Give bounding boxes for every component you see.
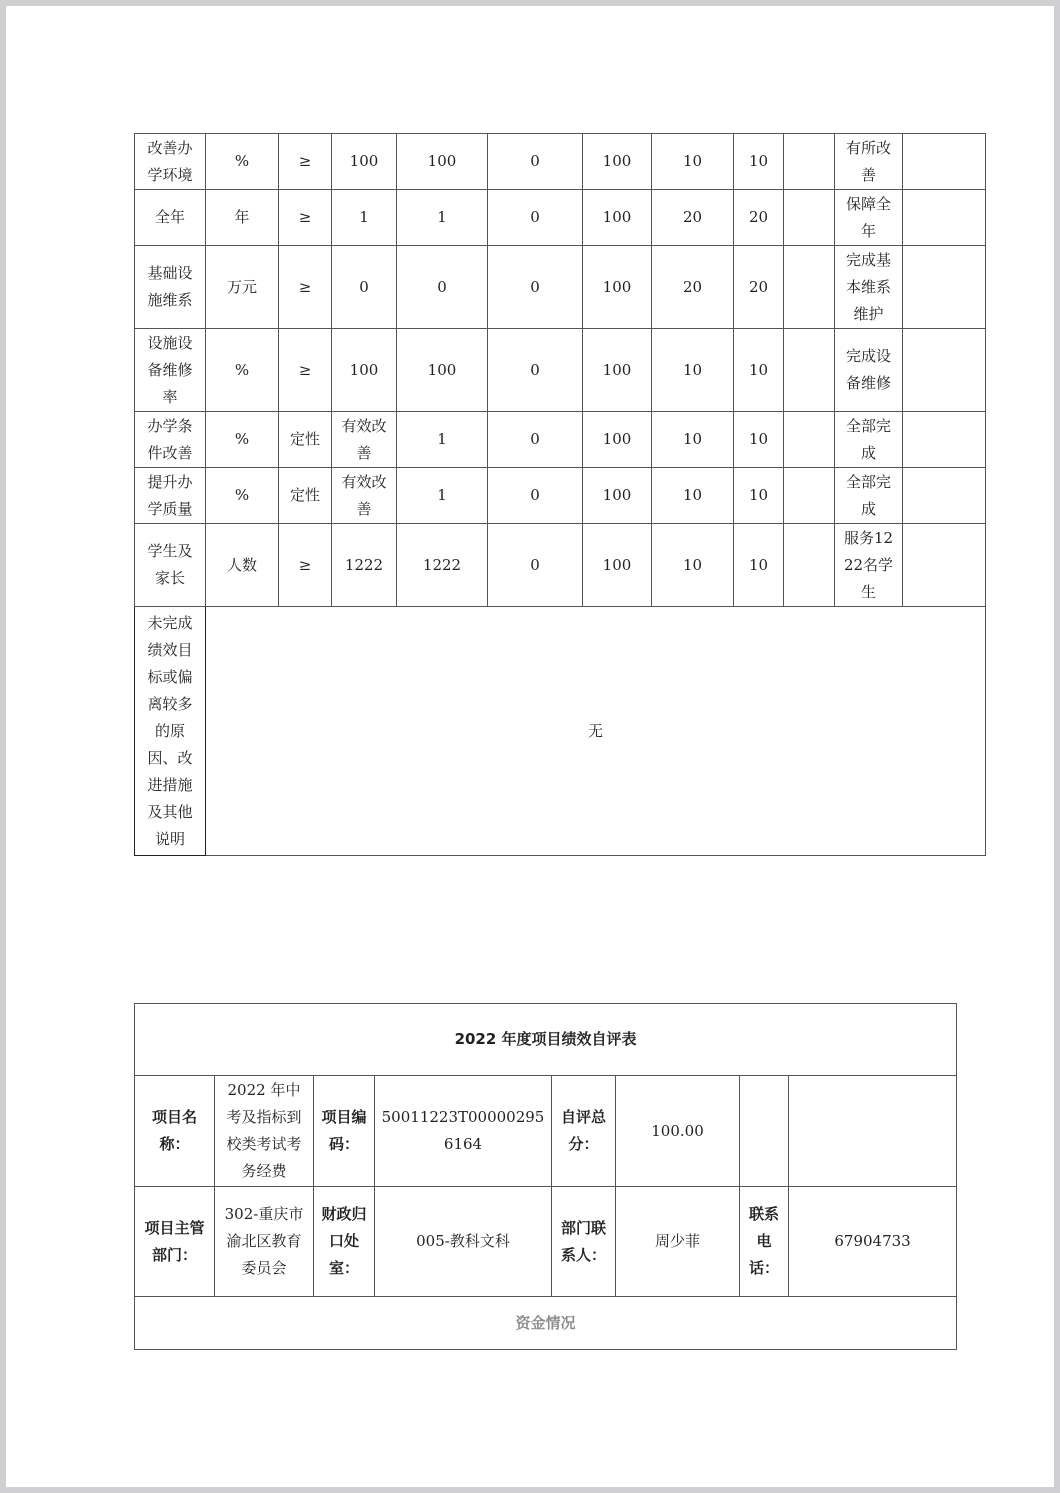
col-10: [784, 134, 835, 190]
explanation-label: 未完成绩效目标或偏离较多的原因、改进措施及其他说明: [135, 607, 206, 856]
weight: 10: [652, 134, 734, 190]
unit: 年: [206, 190, 279, 246]
col-6: 0: [488, 412, 583, 468]
actual-value: 100: [397, 134, 488, 190]
col-7: 100: [583, 468, 652, 524]
target-value: 100: [332, 134, 397, 190]
target-value: 有效改善: [332, 412, 397, 468]
dept-value: 302-重庆市渝北区教育委员会: [215, 1187, 314, 1297]
score: 10: [734, 329, 784, 412]
weight: 10: [652, 468, 734, 524]
unit: 人数: [206, 524, 279, 607]
form-title: 2022 年度项目绩效自评表: [135, 1004, 957, 1076]
project-name-value: 2022 年中考及指标到校类考试考务经费: [215, 1076, 314, 1187]
col-10: [784, 524, 835, 607]
target-value: 100: [332, 329, 397, 412]
col-6: 0: [488, 190, 583, 246]
indicator-name: 基础设施维系: [135, 246, 206, 329]
comparison-operator: ≥: [279, 329, 332, 412]
phone-value: 67904733: [789, 1187, 957, 1297]
score: 20: [734, 190, 784, 246]
col-7: 100: [583, 246, 652, 329]
indicator-table: [134, 133, 986, 856]
contact-label: 部门联系人：: [552, 1187, 616, 1297]
score: 10: [734, 412, 784, 468]
col-7: 100: [583, 134, 652, 190]
col-7: 100: [583, 412, 652, 468]
weight: 10: [652, 412, 734, 468]
col-6: 0: [488, 134, 583, 190]
indicator-row: [135, 190, 986, 246]
comparison-operator: ≥: [279, 524, 332, 607]
indicator-row: [135, 246, 986, 329]
weight: 10: [652, 524, 734, 607]
comparison-operator: 定性: [279, 412, 332, 468]
col-6: 0: [488, 468, 583, 524]
weight: 20: [652, 246, 734, 329]
phone-label: 联系电话：: [740, 1187, 789, 1297]
indicator-row: [135, 412, 986, 468]
weight: 10: [652, 329, 734, 412]
comparison-operator: ≥: [279, 134, 332, 190]
project-name-label: 项目名称：: [135, 1076, 215, 1187]
unit: %: [206, 468, 279, 524]
actual-value: 1: [397, 412, 488, 468]
explanation-value: 无: [206, 607, 986, 856]
col-12: [903, 246, 986, 329]
score: 10: [734, 134, 784, 190]
funds-section-title: 资金情况: [135, 1297, 957, 1350]
col-12: [903, 468, 986, 524]
weight: 20: [652, 190, 734, 246]
unit: %: [206, 412, 279, 468]
col-12: [903, 524, 986, 607]
target-value: 有效改善: [332, 468, 397, 524]
col-12: [903, 329, 986, 412]
col-6: 0: [488, 329, 583, 412]
unit: %: [206, 329, 279, 412]
col-6: 0: [488, 524, 583, 607]
self-score-value: 100.00: [616, 1076, 740, 1187]
self-score-label: 自评总分：: [552, 1076, 616, 1187]
finance-office-label: 财政归口处室：: [314, 1187, 375, 1297]
col-10: [784, 468, 835, 524]
col-7: 100: [583, 524, 652, 607]
col-12: [903, 134, 986, 190]
indicator-row: [135, 524, 986, 607]
col-12: [903, 412, 986, 468]
unit: %: [206, 134, 279, 190]
indicator-row: [135, 329, 986, 412]
indicator-name: 提升办学质量: [135, 468, 206, 524]
dept-label: 项目主管部门：: [135, 1187, 215, 1297]
remark: 完成设备维修: [835, 329, 903, 412]
remark: 保障全年: [835, 190, 903, 246]
explanation-row: [135, 607, 986, 856]
indicator-name: 改善办学环境: [135, 134, 206, 190]
evaluation-form-table: [134, 1003, 957, 1350]
remark: 有所改善: [835, 134, 903, 190]
remark: 全部完成: [835, 412, 903, 468]
col-10: [784, 412, 835, 468]
comparison-operator: ≥: [279, 190, 332, 246]
finance-office-value: 005-教科文科: [375, 1187, 552, 1297]
score: 10: [734, 468, 784, 524]
score: 10: [734, 524, 784, 607]
col-6: 0: [488, 246, 583, 329]
indicator-name: 办学条件改善: [135, 412, 206, 468]
col-10: [784, 329, 835, 412]
contact-value: 周少菲: [616, 1187, 740, 1297]
indicator-row: [135, 134, 986, 190]
empty-cell: [789, 1076, 957, 1187]
indicator-row: [135, 468, 986, 524]
unit: 万元: [206, 246, 279, 329]
remark: 服务1222名学生: [835, 524, 903, 607]
target-value: 1: [332, 190, 397, 246]
actual-value: 1: [397, 190, 488, 246]
actual-value: 1222: [397, 524, 488, 607]
document-page: [6, 6, 1054, 1487]
remark: 全部完成: [835, 468, 903, 524]
empty-cell: [740, 1076, 789, 1187]
indicator-name: 学生及家长: [135, 524, 206, 607]
project-code-value: 50011223T000002956164: [375, 1076, 552, 1187]
target-value: 1222: [332, 524, 397, 607]
score: 20: [734, 246, 784, 329]
actual-value: 0: [397, 246, 488, 329]
target-value: 0: [332, 246, 397, 329]
col-7: 100: [583, 190, 652, 246]
col-12: [903, 190, 986, 246]
col-10: [784, 246, 835, 329]
comparison-operator: ≥: [279, 246, 332, 329]
indicator-name: 全年: [135, 190, 206, 246]
actual-value: 1: [397, 468, 488, 524]
comparison-operator: 定性: [279, 468, 332, 524]
indicator-name: 设施设备维修率: [135, 329, 206, 412]
col-7: 100: [583, 329, 652, 412]
remark: 完成基本维系维护: [835, 246, 903, 329]
col-10: [784, 190, 835, 246]
project-code-label: 项目编码：: [314, 1076, 375, 1187]
actual-value: 100: [397, 329, 488, 412]
